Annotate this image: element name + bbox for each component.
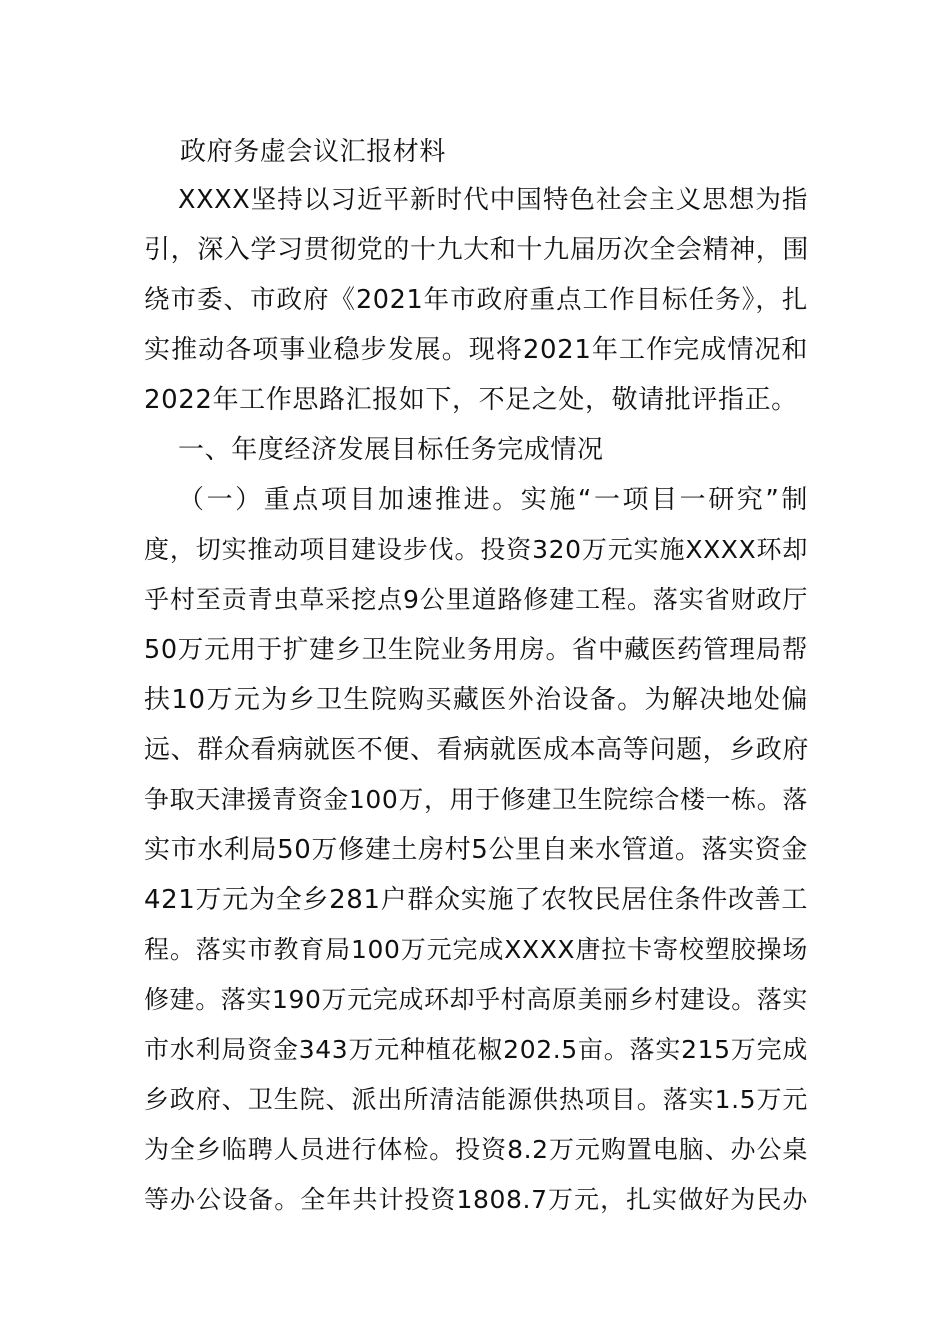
body-line: 乡政府、卫生院、派出所清洁能源供热项目。落实1.5万元	[144, 1085, 808, 1114]
body-line: 扶10万元为乡卫生院购买藏医外治设备。为解决地处偏	[144, 685, 808, 715]
body-line: 421万元为全乡281户群众实施了农牧民居住条件改善工	[144, 885, 808, 915]
section-heading: 一、年度经济发展目标任务完成情况	[178, 435, 604, 465]
body-line: 争取天津援青资金100万，用于修建卫生院综合楼一栋。落	[144, 785, 808, 814]
body-line: 程。落实市教育局100万元完成XXXX唐拉卡寄校塑胶操场	[144, 935, 808, 964]
intro-line: 绕市委、市政府《2021年市政府重点工作目标任务》，扎	[144, 285, 808, 315]
body-line: 等办公设备。全年共计投资1808.7万元，扎实做好为民办	[144, 1185, 808, 1214]
intro-line: 引，深入学习贯彻党的十九大和十九届历次全会精神，围	[144, 235, 810, 265]
intro-line: 2022年工作思路汇报如下，不足之处，敬请批评指正。	[144, 385, 798, 415]
intro-line: 实推动各项事业稳步发展。现将2021年工作完成情况和	[144, 335, 808, 365]
body-line: 50万元用于扩建乡卫生院业务用房。省中藏医药管理局帮	[144, 635, 808, 665]
document-title: 政府务虚会议汇报材料	[180, 137, 447, 167]
body-line: 乎村至贡青虫草采挖点9公里道路修建工程。落实省财政厅	[144, 585, 808, 614]
body-line: 度，切实推动项目建设步伐。投资320万元实施XXXX环却	[144, 535, 808, 564]
intro-line: XXXX坚持以习近平新时代中国特色社会主义思想为指	[178, 185, 808, 215]
body-line: 实市水利局50万修建土房村5公里自来水管道。落实资金	[144, 835, 808, 865]
body-line: 市水利局资金343万元种植花椒202.5亩。落实215万完成	[144, 1035, 808, 1064]
body-line: 修建。落实190万元完成环却乎村高原美丽乡村建设。落实	[144, 985, 808, 1014]
body-line: 为全乡临聘人员进行体检。投资8.2万元购置电脑、办公桌	[144, 1135, 808, 1164]
body-line: （一）重点项目加速推进。实施“一项目一研究”制	[178, 485, 808, 515]
body-line: 远、群众看病就医不便、看病就医成本高等问题，乡政府	[144, 735, 810, 765]
